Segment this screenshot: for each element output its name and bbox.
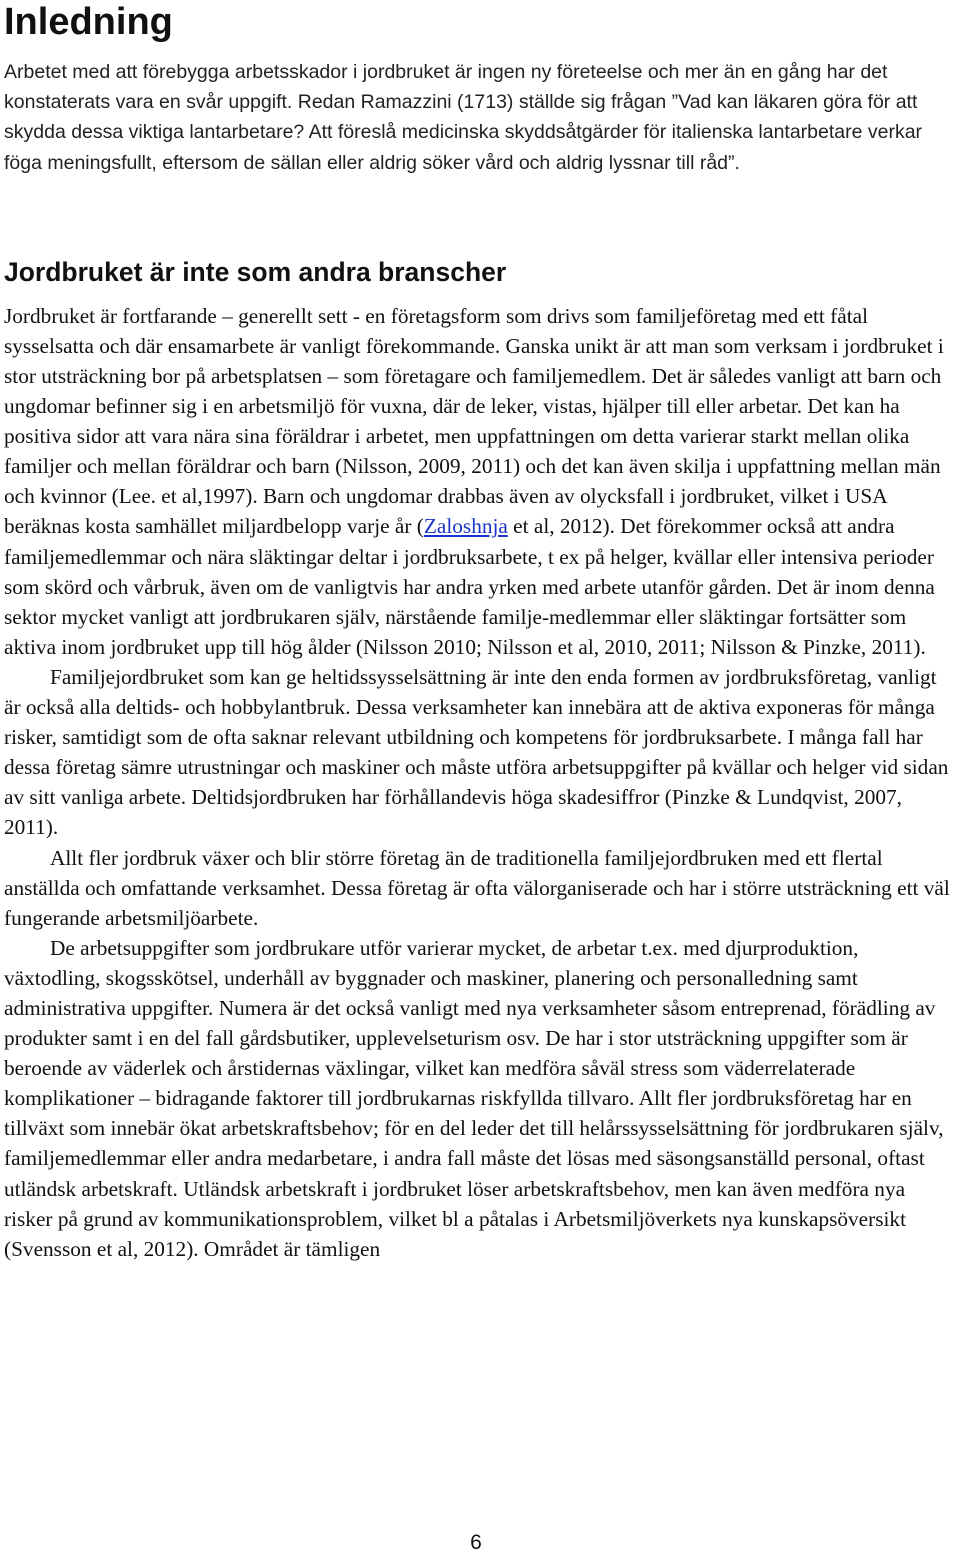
section-body <box>4 301 956 1264</box>
citation-link-zaloshnja[interactable]: Zaloshnja <box>423 514 508 539</box>
section-heading: Jordbruket är inte som andra branscher <box>4 256 507 287</box>
page-number: 6 <box>470 1531 482 1554</box>
chapter-heading: Inledning <box>4 1 173 43</box>
paragraph-1-text-end: et al, 2012). Det förekommer också att andra familjemedlemmar och nära släktingar deltar i jordbruksarbete, t ex på helger, kvällar eller intensiva perioder som skörd och vårbruk, även om de vanligtvis har andra yrken med arbete utanför gården. Det är inom denna sektor mycket vanligt att jordbrukaren själv, närstående familje-medlemmar eller släktingar fortsätter som aktiva inom jordbruket upp till hög ålder (Nilsson 2010; Nilsson et al, 2010, 2011; Nilsson & Pinzke, 2011). <box>4 514 935 659</box>
intro-paragraph: Arbetet med att förebygga arbetsskador i jordbruket är ingen ny företeelse och mer än en gång har det konstaterats vara en svår uppgift. Redan Ramazzini (1713) ställde sig frågan ”Vad kan läkaren göra för att skydda dessa viktiga lantarbetare? Att föreslå medicinska skyddsåtgärder för italienska lantarbetare verkar föga meningsfullt, eftersom de sällan eller aldrig söker vård och aldrig lyssnar till råd”. <box>4 61 923 174</box>
paragraph-1 <box>4 301 956 662</box>
document-page <box>4 0 956 1264</box>
paragraph-3: Allt fler jordbruk växer och blir större företag än de traditionella familjejordbruken med ett flertal anställda och omfattande verksamhet. Dessa företag är ofta välorganiserade och har i större utsträckning ett väl fungerande arbetsmiljöarbete. <box>4 845 950 930</box>
paragraph-2: Familjejordbruket som kan ge heltidssysselsättning är inte den enda formen av jordbruksföretag, vanligt är också alla deltids- och hobbylantbruk. Dessa verksamheter kan innebära att de aktiva exponeras för många risker, samtidigt som de ofta saknar relevant utbildning och kompetens för jordbruksarbete. I många fall har dessa företag sämre utrustningar och maskiner och måste utföra arbetsuppgifter på kvällar och helger vid sidan av sitt vanliga arbete. Deltidsjordbruken har förhållandevis höga skadesiffror (Pinzke & Lundqvist, 2007, 2011). <box>4 664 949 840</box>
paragraph-1-text-start: Jordbruket är fortfarande – generellt sett - en företagsform som drivs som familjeföretag med ett fåtal sysselsatta och där ensamarbete är vanligt förekommande. Ganska unikt är att man som verksam i jordbruket i stor utsträckning bor på arbetsplatsen – som företagare och familjemedlem. Det är således vanligt att barn och ungdomar befinner sig i en arbetsmiljö för vuxna, där de leker, vistas, hjälper till eller arbetar. Det kan ha positiva sidor att vara nära sina föräldrar i arbetet, men uppfattningen om detta varierar starkt mellan olika familjer och mellan föräldrar och barn (Nilsson, 2009, 2011) och det kan även skilja i uppfattning mellan män och kvinnor (Lee. et al,1997). Barn och ungdomar drabbas även av olycksfall i jordbruket, vilket i USA beräknas kosta samhället miljardbelopp varje år ( <box>4 303 944 539</box>
paragraph-4: De arbetsuppgifter som jordbrukare utför varierar mycket, de arbetar t.ex. med djurproduktion, växtodling, skogsskötsel, underhåll av byggnader och maskiner, planering och personalledning samt administrativa uppgifter. Numera är det också vanligt med nya verksamheter såsom entreprenad, förädling av produkter samt i en del fall gårdsbutiker, upplevelseturism osv. De har i stor utsträckning uppgifter som är beroende av väderlek och årstidernas växlingar, vilket kan medföra såväl stress som väderrelaterade komplikationer – bidragande faktorer till jordbrukarnas riskfyllda tillvaro. Allt fler jordbruksföretag har en tillväxt som innebär ökat arbetskraftsbehov; för en del leder det till helårssysselsättning för jordbrukaren själv, familjemedlemmar eller andra medarbetare, i andra fall måste det lösas med säsongsanställd personal, oftast utländsk arbetskraft. Utländsk arbetskraft i jordbruket löser arbetskraftsbehov, men kan även medföra nya risker på grund av kommunikationsproblem, vilket bl a påtalas i Arbetsmiljöverkets nya kunskapsöversikt (Svensson et al, 2012). Området är tämligen <box>4 935 944 1261</box>
